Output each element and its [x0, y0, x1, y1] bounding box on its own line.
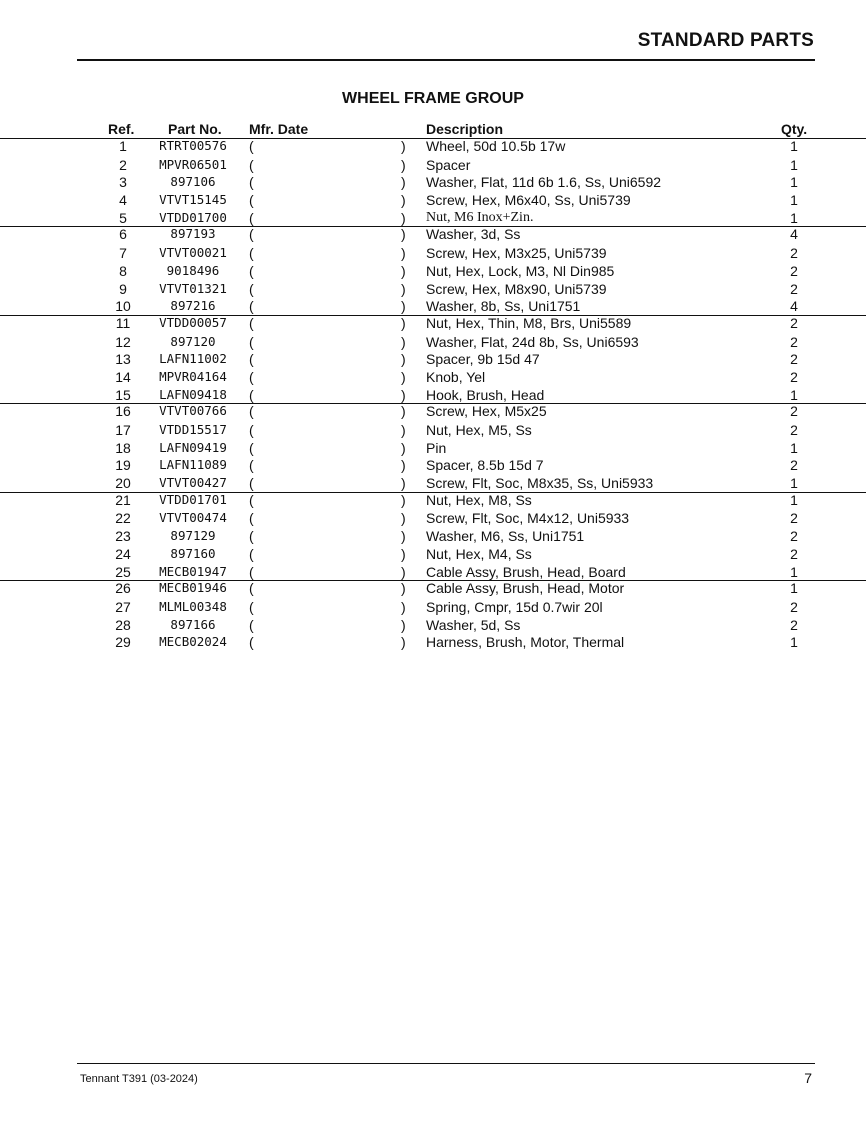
ref-cell: 16 — [115, 403, 131, 420]
description-cell: Washer, 8b, Ss, Uni1751 — [426, 298, 581, 315]
part-number-cell: MECB01947 — [159, 563, 227, 579]
part-number-cell: MPVR04164 — [159, 368, 227, 384]
mfr-date-close-paren: ) — [401, 280, 406, 297]
table-row — [0, 545, 866, 563]
part-number-cell: 897216 — [170, 298, 216, 314]
mfr-date-open-paren: ( — [249, 580, 254, 597]
description-cell: Screw, Flt, Soc, M4x12, Uni5933 — [426, 510, 630, 527]
part-number-cell: MECB02024 — [159, 634, 227, 650]
qty-cell: 2 — [790, 368, 798, 385]
mfr-date-open-paren: ( — [249, 262, 254, 279]
part-number-cell: 897166 — [170, 616, 216, 632]
ref-cell: 15 — [115, 386, 131, 403]
ref-cell: 22 — [115, 510, 131, 527]
part-number-cell: VTVT00427 — [159, 475, 227, 491]
description-cell: Washer, 3d, Ss — [426, 226, 521, 243]
mfr-date-open-paren: ( — [249, 280, 254, 297]
table-row — [0, 262, 866, 280]
mfr-date-open-paren: ( — [249, 333, 254, 350]
page-header-title: STANDARD PARTS — [637, 30, 814, 51]
part-number-cell: 897193 — [170, 226, 216, 242]
qty-cell: 2 — [790, 280, 798, 297]
table-row — [0, 633, 866, 651]
table-row — [0, 368, 866, 386]
ref-cell: 10 — [115, 298, 131, 315]
table-row — [0, 244, 866, 262]
table-row — [0, 527, 866, 545]
mfr-date-open-paren: ( — [249, 528, 254, 545]
qty-cell: 2 — [790, 333, 798, 350]
mfr-date-close-paren: ) — [401, 314, 406, 331]
qty-cell: 2 — [790, 403, 798, 420]
mfr-date-close-paren: ) — [401, 457, 406, 474]
table-row — [0, 350, 866, 368]
part-number-cell: 9018496 — [166, 262, 220, 278]
qty-cell: 1 — [790, 563, 798, 580]
qty-cell: 2 — [790, 262, 798, 279]
part-number-cell: VTVT01321 — [159, 280, 227, 296]
table-row — [0, 563, 866, 581]
table-row — [0, 598, 866, 616]
part-number-cell: LAFN11002 — [159, 351, 227, 367]
description-cell: Cable Assy, Brush, Head, Motor — [426, 580, 625, 597]
ref-cell: 21 — [115, 491, 131, 508]
table-row — [0, 580, 866, 598]
ref-cell: 13 — [115, 351, 131, 368]
table-row — [0, 474, 866, 492]
mfr-date-close-paren: ) — [401, 245, 406, 262]
table-row — [0, 439, 866, 457]
ref-cell: 14 — [115, 368, 131, 385]
mfr-date-close-paren: ) — [401, 226, 406, 243]
description-cell: Spacer — [426, 156, 471, 173]
ref-cell: 28 — [115, 616, 131, 633]
mfr-date-open-paren: ( — [249, 422, 254, 438]
footer-document-label: Tennant T391 (03-2024) — [80, 1073, 198, 1085]
part-number-cell: VTDD01701 — [159, 491, 227, 507]
table-row — [0, 156, 866, 174]
mfr-date-close-paren: ) — [401, 209, 406, 226]
qty-cell: 2 — [790, 457, 798, 474]
mfr-date-close-paren: ) — [401, 510, 406, 527]
qty-cell: 1 — [790, 475, 798, 492]
part-number-cell: VTDD00057 — [159, 314, 227, 330]
mfr-date-open-paren: ( — [249, 314, 254, 331]
description-cell: Washer, Flat, 11d 6b 1.6, Ss, Uni6592 — [426, 174, 662, 191]
ref-cell: 29 — [115, 634, 131, 651]
table-row — [0, 209, 866, 227]
table-row — [0, 138, 866, 156]
description-cell: Washer, Flat, 24d 8b, Ss, Uni6593 — [426, 333, 639, 350]
qty-cell: 2 — [790, 510, 798, 527]
mfr-date-open-paren: ( — [249, 545, 254, 562]
description-cell: Washer, 5d, Ss — [426, 616, 521, 633]
mfr-date-close-paren: ) — [401, 192, 406, 209]
qty-cell: 1 — [790, 174, 798, 191]
mfr-date-close-paren: ) — [401, 386, 406, 403]
qty-cell: 2 — [790, 314, 798, 331]
table-row — [0, 492, 866, 510]
mfr-date-close-paren: ) — [401, 598, 406, 615]
table-row — [0, 386, 866, 404]
part-number-cell: LAFN09419 — [159, 439, 227, 455]
part-number-cell: VTDD01700 — [159, 209, 227, 225]
description-cell: Pin — [426, 439, 447, 456]
ref-cell: 6 — [119, 226, 127, 243]
ref-cell: 26 — [115, 580, 131, 597]
mfr-date-open-paren: ( — [249, 368, 254, 385]
qty-cell: 1 — [790, 138, 798, 154]
mfr-date-close-paren: ) — [401, 403, 406, 420]
ref-cell: 27 — [115, 598, 131, 615]
mfr-date-open-paren: ( — [249, 209, 254, 226]
qty-cell: 1 — [790, 580, 798, 597]
mfr-date-close-paren: ) — [401, 439, 406, 456]
ref-cell: 2 — [119, 156, 127, 173]
qty-cell: 4 — [790, 226, 798, 243]
mfr-date-close-paren: ) — [401, 156, 406, 173]
ref-cell: 9 — [119, 280, 127, 297]
mfr-date-open-paren: ( — [249, 403, 254, 420]
description-cell: Spring, Cmpr, 15d 0.7wir 20l — [426, 598, 603, 615]
mfr-date-open-paren: ( — [249, 598, 254, 615]
part-number-cell: VTVT00474 — [159, 510, 227, 526]
ref-cell: 3 — [119, 174, 127, 191]
description-cell: Hook, Brush, Head — [426, 386, 545, 403]
ref-cell: 25 — [115, 563, 131, 580]
part-number-cell: VTVT00021 — [159, 245, 227, 261]
table-row — [0, 191, 866, 209]
qty-cell: 2 — [790, 616, 798, 633]
ref-cell: 17 — [115, 422, 131, 438]
qty-cell: 1 — [790, 634, 798, 651]
ref-cell: 7 — [119, 245, 127, 262]
ref-cell: 11 — [115, 314, 131, 331]
mfr-date-open-paren: ( — [249, 634, 254, 651]
mfr-date-open-paren: ( — [249, 245, 254, 262]
ref-cell: 4 — [119, 192, 127, 209]
table-row — [0, 616, 866, 634]
part-number-cell: VTVT00766 — [159, 403, 227, 419]
qty-cell: 1 — [790, 439, 798, 456]
table-row — [0, 173, 866, 191]
mfr-date-open-paren: ( — [249, 563, 254, 580]
part-number-cell: MLML00348 — [159, 598, 227, 614]
qty-cell: 1 — [790, 209, 798, 226]
mfr-date-close-paren: ) — [401, 580, 406, 597]
mfr-date-close-paren: ) — [401, 174, 406, 191]
mfr-date-open-paren: ( — [249, 386, 254, 403]
footer-divider — [77, 1063, 815, 1064]
table-row — [0, 509, 866, 527]
mfr-date-close-paren: ) — [401, 528, 406, 545]
ref-cell: 23 — [115, 528, 131, 545]
description-cell: Spacer, 8.5b 15d 7 — [426, 457, 544, 474]
mfr-date-open-paren: ( — [249, 439, 254, 456]
table-row — [0, 403, 866, 421]
qty-cell: 1 — [790, 192, 798, 209]
mfr-date-close-paren: ) — [401, 351, 406, 368]
qty-cell: 1 — [790, 386, 798, 403]
table-row — [0, 297, 866, 315]
mfr-date-open-paren: ( — [249, 156, 254, 173]
table-row — [0, 315, 866, 333]
table-row — [0, 456, 866, 474]
ref-cell: 8 — [119, 262, 127, 279]
column-header-qty: Qty. — [781, 121, 808, 137]
mfr-date-close-paren: ) — [401, 616, 406, 633]
description-cell: Screw, Hex, M5x25 — [426, 403, 547, 420]
qty-cell: 4 — [790, 298, 798, 315]
description-cell: Cable Assy, Brush, Head, Board — [426, 563, 626, 580]
ref-cell: 5 — [119, 209, 127, 226]
description-cell: Screw, Hex, M6x40, Ss, Uni5739 — [426, 192, 631, 209]
table-row — [0, 226, 866, 244]
mfr-date-open-paren: ( — [249, 226, 254, 243]
qty-cell: 2 — [790, 422, 798, 438]
qty-cell: 2 — [790, 528, 798, 545]
description-cell: Nut, Hex, M5, Ss — [426, 422, 532, 438]
part-number-cell: MPVR06501 — [159, 156, 227, 172]
qty-cell: 2 — [790, 598, 798, 615]
qty-cell: 1 — [790, 491, 798, 508]
mfr-date-open-paren: ( — [249, 510, 254, 527]
mfr-date-close-paren: ) — [401, 262, 406, 279]
mfr-date-open-paren: ( — [249, 298, 254, 315]
description-cell: Screw, Hex, M3x25, Uni5739 — [426, 245, 607, 262]
ref-cell: 12 — [115, 333, 131, 350]
part-number-cell: RTRT00576 — [159, 138, 227, 153]
part-number-cell: LAFN11089 — [159, 457, 227, 473]
qty-cell: 2 — [790, 351, 798, 368]
mfr-date-open-paren: ( — [249, 174, 254, 191]
mfr-date-open-paren: ( — [249, 138, 254, 154]
ref-cell: 18 — [115, 439, 131, 456]
part-number-cell: 897106 — [170, 174, 216, 190]
mfr-date-close-paren: ) — [401, 138, 406, 154]
header-divider — [77, 59, 815, 61]
description-cell: Nut, Hex, M4, Ss — [426, 545, 532, 562]
description-cell: Nut, Hex, Thin, M8, Brs, Uni5589 — [426, 314, 632, 331]
parts-table — [0, 138, 866, 651]
part-number-cell: MECB01946 — [159, 580, 227, 596]
column-header-description: Description — [426, 121, 504, 137]
mfr-date-close-paren: ) — [401, 563, 406, 580]
table-row — [0, 421, 866, 439]
qty-cell: 1 — [790, 156, 798, 173]
qty-cell: 2 — [790, 545, 798, 562]
description-cell: Screw, Flt, Soc, M8x35, Ss, Uni5933 — [426, 475, 654, 492]
description-cell: Nut, M6 Inox+Zin. — [426, 209, 534, 225]
description-cell: Washer, M6, Ss, Uni1751 — [426, 528, 585, 545]
mfr-date-close-paren: ) — [401, 333, 406, 350]
part-number-cell: LAFN09418 — [159, 386, 227, 402]
mfr-date-close-paren: ) — [401, 298, 406, 315]
description-cell: Harness, Brush, Motor, Thermal — [426, 634, 625, 651]
description-cell: Screw, Hex, M8x90, Uni5739 — [426, 280, 607, 297]
description-cell: Nut, Hex, M8, Ss — [426, 491, 532, 508]
ref-cell: 20 — [115, 475, 131, 492]
mfr-date-close-paren: ) — [401, 491, 406, 508]
mfr-date-open-paren: ( — [249, 491, 254, 508]
description-cell: Wheel, 50d 10.5b 17w — [426, 138, 566, 154]
part-number-cell: VTVT15145 — [159, 192, 227, 208]
mfr-date-close-paren: ) — [401, 422, 406, 438]
description-cell: Spacer, 9b 15d 47 — [426, 351, 540, 368]
part-number-cell: 897120 — [170, 333, 216, 349]
mfr-date-open-paren: ( — [249, 192, 254, 209]
column-header-part-no: Part No. — [168, 121, 222, 137]
footer-page-number: 7 — [804, 1070, 812, 1086]
mfr-date-open-paren: ( — [249, 616, 254, 633]
description-cell: Nut, Hex, Lock, M3, Nl Din985 — [426, 262, 615, 279]
table-row — [0, 280, 866, 298]
mfr-date-close-paren: ) — [401, 475, 406, 492]
table-row — [0, 333, 866, 351]
mfr-date-open-paren: ( — [249, 351, 254, 368]
description-cell: Knob, Yel — [426, 368, 486, 385]
table-column-headers — [0, 121, 866, 137]
ref-cell: 19 — [115, 457, 131, 474]
ref-cell: 1 — [119, 138, 127, 154]
part-number-cell: 897129 — [170, 528, 216, 544]
part-number-cell: 897160 — [170, 545, 216, 561]
column-header-ref: Ref. — [108, 121, 135, 137]
part-number-cell: VTDD15517 — [159, 422, 227, 437]
qty-cell: 2 — [790, 245, 798, 262]
column-header-mfr-date: Mfr. Date — [249, 121, 309, 137]
mfr-date-close-paren: ) — [401, 368, 406, 385]
mfr-date-close-paren: ) — [401, 634, 406, 651]
ref-cell: 24 — [115, 545, 131, 562]
group-title: WHEEL FRAME GROUP — [342, 90, 524, 107]
mfr-date-open-paren: ( — [249, 475, 254, 492]
mfr-date-open-paren: ( — [249, 457, 254, 474]
mfr-date-close-paren: ) — [401, 545, 406, 562]
